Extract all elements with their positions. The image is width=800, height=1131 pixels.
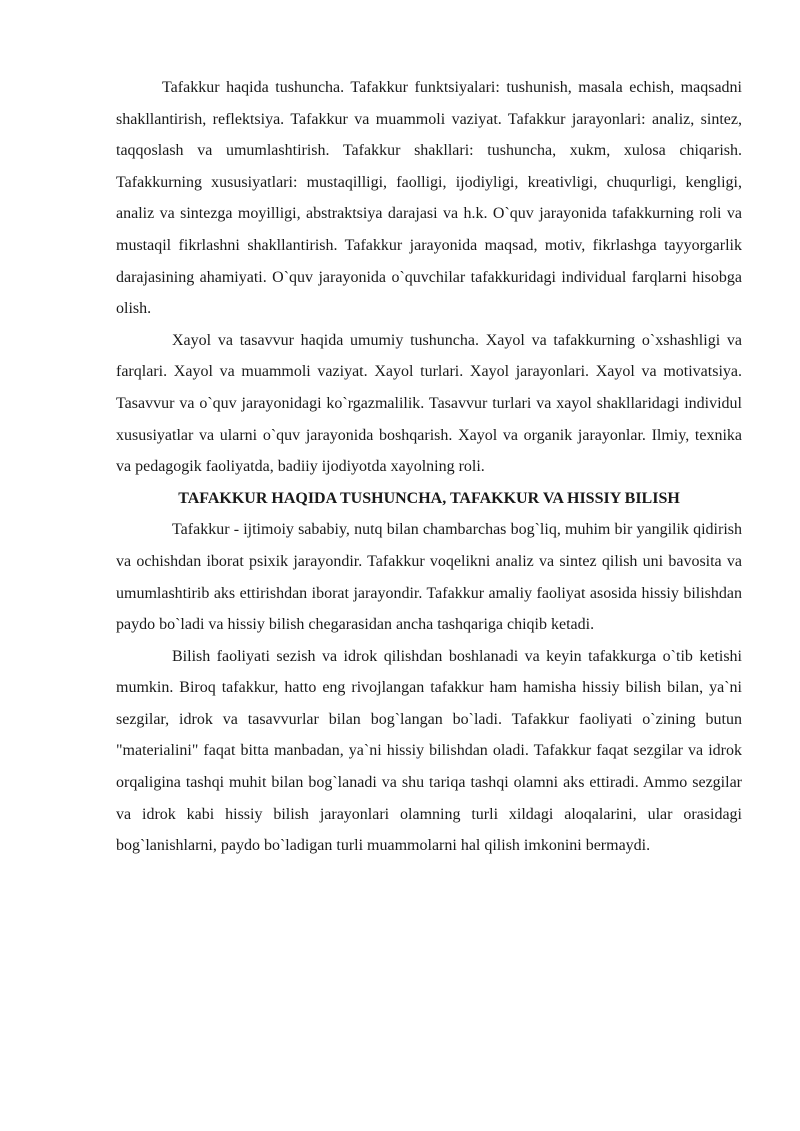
paragraph-imagination-topics: Xayol va tasavvur haqida umumiy tushuncha. Xayol va tafakkurning o`xshashligi va farqlari. Xayol va muammoli vaziyat. Xayol turlari. Xayol jarayonlari. Xayol va motivatsiya. Tasavvur va o`quv jarayonidagi ko`rgazmalilik. Tasavvur turlari va xayol shakllaridagi individul xususiyatlar va ularni o`quv jarayonida boshqarish. Xayol va organik jarayonlar. Ilmiy, texnika va pedagogik faoliyatda, badiiy ijodiyotda xayolning roli.: [116, 331, 742, 476]
paragraph-cognition-activity: Bilish faoliyati sezish va idrok qilishdan boshlanadi va keyin tafakkurga o`tib ketishi mumkin. Biroq tafakkur, hatto eng rivojlangan tafakkur ham hamisha hissiy bilish bilan, ya`ni sezgilar, idrok va tasavvurlar bilan bog`langan bo`ladi. Tafakkur faoliyati o`zining butun "materialini" faqat bitta manbadan, ya`ni hissiy bilishdan oladi. Tafakkur faqat sezgilar va idrok orqaligina tashqi muhit bilan bog`lanadi va shu tariqa tashqi olamni aks ettiradi. Ammo sezgilar va idrok kabi hissiy bilish jarayonlari olamning turli xildagi aloqalarini, ular orasidagi bog`lanishlarni, paydo bo`ladigan turli muammolarni hal qilish imkonini bermaydi.: [116, 647, 742, 855]
document-page: [116, 72, 742, 862]
paragraph-thinking-definition: Tafakkur - ijtimoiy sababiy, nutq bilan chambarchas bog`liq, muhim bir yangilik qidirish va ochishdan iborat psixik jarayondir. Tafakkur voqelikni analiz va sintez qilish uni bavosita va umumlashtirib aks ettirishdan iborat jarayondir. Tafakkur amaliy faoliyat asosida hissiy bilishdan paydo bo`ladi va hissiy bilish chegarasidan ancha tashqariga chiqib ketadi.: [116, 521, 742, 634]
paragraph-thinking-topics: Tafakkur haqida tushuncha. Tafakkur funktsiyalari: tushunish, masala echish, maqsadni shakllantirish, reflektsiya. Tafakkur va muammoli vaziyat. Tafakkur jarayonlari: analiz, sintez, taqqoslash va umumlashtirish. Tafakkur shakllari: tushuncha, xukm, xulosa chiqarish. Tafakkurning xususiyatlari: mustaqilligi, faolligi, ijodiyligi, kreativligi, chuqurligi, kengligi, analiz va sintezga moyilligi, abstraktsiya darajasi va h.k. O`quv jarayonida tafakkurning roli va mustaqil fikrlashni shakllantirish. Tafakkur jarayonida maqsad, motiv, fikrlashga tayyorgarlik darajasining ahamiyati. O`quv jarayonida o`quvchilar tafakkuridagi individual farqlarni hisobga olish.: [116, 79, 742, 318]
section-heading: TAFAKKUR HAQIDA TUSHUNCHA, TAFAKKUR VA HISSIY BILISH: [178, 489, 680, 507]
